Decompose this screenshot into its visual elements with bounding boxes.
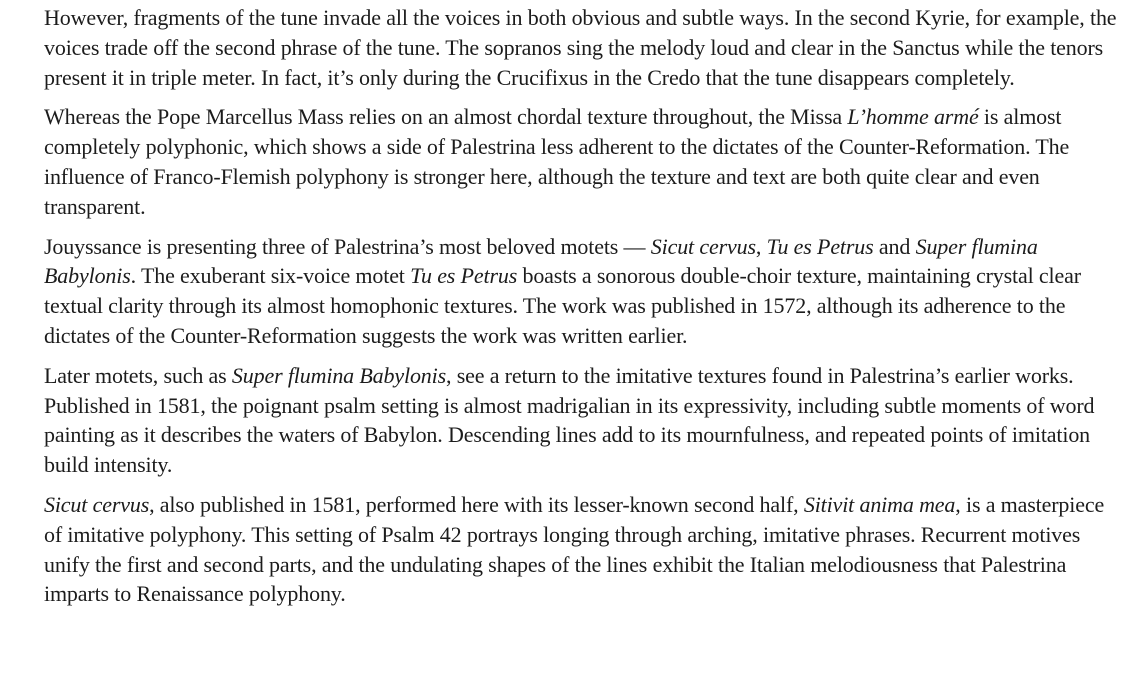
paragraph-2 [44, 102, 1124, 221]
paragraph-text: Whereas the Pope Marcellus Mass relies on an almost chordal texture throughout, the Missa [44, 104, 848, 130]
work-title-italic: Super flumina Babylonis [231, 362, 447, 388]
paragraph-text: , [755, 233, 767, 259]
work-title-italic: Sitivit anima mea [803, 491, 956, 517]
paragraph-text: boasts a sonorous double-choir texture, maintaining crystal clear textual clarity through its almost homophonic textures. The work was published in 1572, although its adherence to the dictates of the Counter-Reformation suggests the work was written earlier. [44, 263, 1081, 348]
work-title-italic: Sicut cervus [44, 491, 150, 517]
paragraph-text: , also published in 1581, performed here with its lesser-known second half, [149, 491, 804, 517]
work-title-italic: Sicut cervus [650, 233, 756, 259]
paragraph-text: and [873, 233, 916, 259]
paragraph-text: Jouyssance is presenting three of Palestrina’s most beloved motets — [44, 233, 651, 259]
paragraph-text: , see a return to the imitative textures found in Palestrina’s earlier works. Published in 1581, the poignant psalm setting is almost madrigalian in its expressivity, including subtle moments of word painting as it describes the waters of Babylon. Descending lines add to its mournfulness, and repeated points of imitation build intensity. [44, 362, 1095, 478]
paragraph-text: However, fragments of the tune invade all the voices in both obvious and subtle ways. In the second Kyrie, for example, the voices trade off the second phrase of the tune. The sopranos sing the melody loud and clear in the Sanctus while the tenors present it in triple meter. In fact, it’s only during the Crucifixus in the Credo that the tune disappears completely. [44, 5, 1117, 90]
work-title-italic: Tu es Petrus [410, 263, 518, 289]
paragraph-5 [44, 490, 1124, 609]
paragraph-text: , is a masterpiece of imitative polyphony. This setting of Psalm 42 portrays longing through arching, imitative phrases. Recurrent motives unify the first and second parts, and the undulating shapes of the lines exhibit the Italian melodiousness that Palestrina imparts to Renaissance polyphony. [44, 491, 1105, 607]
paragraph-1 [44, 3, 1124, 92]
work-title-italic: Tu es Petrus [766, 233, 874, 259]
work-title-italic: Super flumina Babylonis [44, 233, 1038, 289]
paragraph-4 [44, 361, 1124, 480]
paragraph-text: is almost completely polyphonic, which shows a side of Palestrina less adherent to the dictates of the Counter-Reformation. The influence of Franco-Flemish polyphony is stronger here, although the texture and text are both quite clear and even transparent. [44, 104, 1070, 219]
paragraph-text: . The exuberant six-voice motet [130, 263, 411, 289]
paragraph-text: Later motets, such as [44, 362, 232, 388]
document-body [44, 3, 1124, 609]
work-title-italic: L’homme armé [847, 104, 979, 130]
paragraph-3 [44, 232, 1124, 351]
